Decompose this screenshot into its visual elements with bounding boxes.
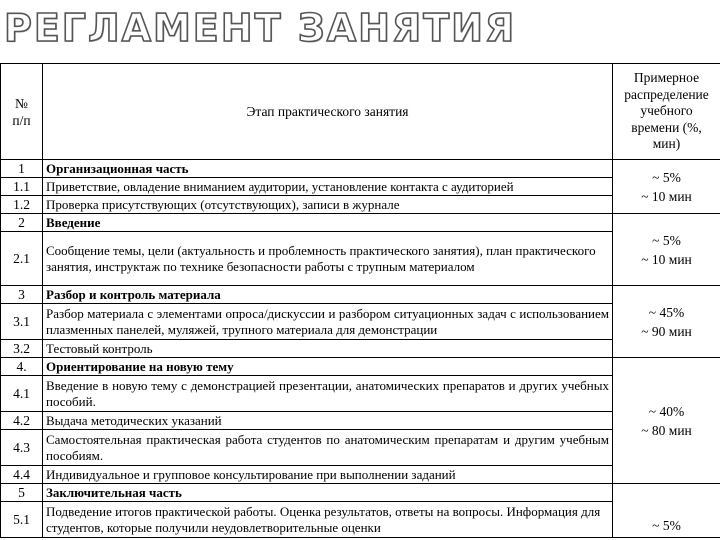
header-number-line1: № xyxy=(15,95,28,111)
header-time-line4: времени (%, xyxy=(631,119,702,135)
header-number-line2: п/п xyxy=(12,112,31,128)
time-minutes: ~ 90 мин xyxy=(641,323,692,339)
row-text: Разбор материала с элементами опроса/дискуссии и разбором ситуационных задач с использованием плазменных панелей, муляжей, трупного материала для демонстрации xyxy=(43,304,613,340)
table-row xyxy=(1,502,720,538)
time-minutes: ~ 80 мин xyxy=(641,422,692,438)
table-row xyxy=(1,430,720,466)
time-minutes: ~ 10 мин xyxy=(641,188,692,204)
row-number: 2 xyxy=(1,214,43,232)
row-text: Проверка присутствующих (отсутствующих), записи в журнале xyxy=(43,196,613,214)
header-time-line5: мин) xyxy=(652,136,681,152)
row-text: Индивидуальное и групповое консультирование при выполнении заданий xyxy=(43,466,613,484)
row-text: Приветствие, овладение вниманием аудитории, установление контакта с аудиторией xyxy=(43,178,613,196)
row-text: Введение xyxy=(43,214,613,232)
time-cell xyxy=(613,286,720,358)
row-text: Организационная часть xyxy=(43,160,613,178)
time-percent: ~ 40% xyxy=(648,403,685,419)
schedule-table xyxy=(0,63,720,538)
title-area xyxy=(0,0,720,62)
table-row xyxy=(1,340,720,358)
time-percent: ~ 5% xyxy=(652,232,681,248)
header-time-line2: распределение xyxy=(624,86,709,102)
header-time xyxy=(613,64,720,160)
row-number: 3.1 xyxy=(1,304,43,340)
row-text: Выдача методических указаний xyxy=(43,412,613,430)
header-row xyxy=(1,64,720,160)
row-number: 4.2 xyxy=(1,412,43,430)
row-number: 5.1 xyxy=(1,502,43,538)
page-title: РЕГЛАМЕНТ ЗАНЯТИЯ xyxy=(4,6,517,50)
time-percent: ~ 45% xyxy=(648,304,685,320)
row-text: Тестовый контроль xyxy=(43,340,613,358)
row-number: 3 xyxy=(1,286,43,304)
table-row xyxy=(1,160,720,178)
row-number: 3.2 xyxy=(1,340,43,358)
header-stage: Этап практического занятия xyxy=(43,64,613,160)
table-row xyxy=(1,232,720,286)
row-number: 4.3 xyxy=(1,430,43,466)
row-number: 1.1 xyxy=(1,178,43,196)
row-number: 4. xyxy=(1,358,43,376)
time-cell xyxy=(613,160,720,214)
time-cell xyxy=(613,214,720,286)
table-row xyxy=(1,484,720,502)
header-time-line3: учебного xyxy=(640,103,693,119)
header-number xyxy=(1,64,43,160)
row-text: Подведение итогов практической работы. Оценка результатов, ответы на вопросы. Информация для студентов, которые получили неудовлетворительные оценки xyxy=(43,502,613,538)
table-row xyxy=(1,466,720,484)
table-row xyxy=(1,214,720,232)
row-text: Самостоятельная практическая работа студентов по анатомическим препаратам и другим учебным пособиям. xyxy=(43,430,613,466)
time-percent: ~ 5% xyxy=(652,518,681,533)
row-number: 5 xyxy=(1,484,43,502)
header-time-line1: Примерное xyxy=(633,70,700,86)
row-number: 1.2 xyxy=(1,196,43,214)
row-number: 4.4 xyxy=(1,466,43,484)
row-number: 1 xyxy=(1,160,43,178)
table-row xyxy=(1,304,720,340)
table-row xyxy=(1,412,720,430)
table-row xyxy=(1,286,720,304)
table-row xyxy=(1,358,720,376)
time-cell xyxy=(613,358,720,484)
time-minutes: ~ 10 мин xyxy=(641,251,692,267)
time-percent: ~ 5% xyxy=(652,169,681,185)
time-cell xyxy=(613,484,720,538)
row-text: Сообщение темы, цели (актуальность и проблемность практического занятия), план практического занятия, инструктаж по технике безопасности работы с трупным материалом xyxy=(43,232,613,286)
row-text: Введение в новую тему с демонстрацией презентации, анатомических препаратов и других учебных пособий. xyxy=(43,376,613,412)
row-text: Заключительная часть xyxy=(43,484,613,502)
row-text: Ориентирование на новую тему xyxy=(43,358,613,376)
table-row xyxy=(1,196,720,214)
row-text: Разбор и контроль материала xyxy=(43,286,613,304)
table-row xyxy=(1,178,720,196)
row-number: 4.1 xyxy=(1,376,43,412)
table-row xyxy=(1,376,720,412)
row-number: 2.1 xyxy=(1,232,43,286)
